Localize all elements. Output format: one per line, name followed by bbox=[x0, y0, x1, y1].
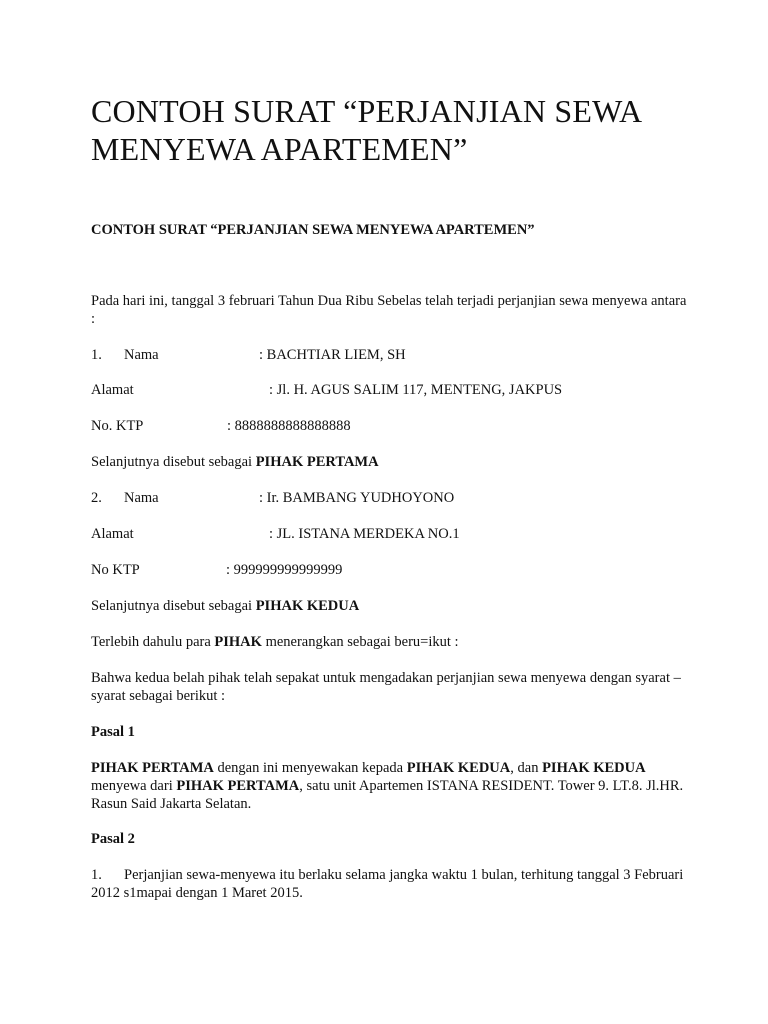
pasal1-text-1: dengan ini menyewakan kepada bbox=[217, 760, 404, 776]
party2-ktp-row bbox=[91, 561, 691, 579]
party2-ktp-value: : 999999999999999 bbox=[226, 562, 343, 578]
party1-designation-prefix: Selanjutnya disebut sebagai bbox=[91, 454, 253, 470]
agreement-paragraph: Bahwa kedua belah pihak telah sepakat untuk mengadakan perjanjian sewa menyewa dengan syarat – syarat sebagai berikut : bbox=[91, 670, 681, 704]
party2-designation-prefix: Selanjutnya disebut sebagai bbox=[91, 598, 253, 614]
declaration-suffix: menerangkan sebagai beru=ikut : bbox=[265, 634, 459, 650]
pasal2-item-1 bbox=[91, 866, 691, 902]
party1-address-row bbox=[91, 381, 691, 399]
intro-paragraph: Pada hari ini, tanggal 3 februari Tahun Dua Ribu Sebelas telah terjadi perjanjian sewa menyewa antara : bbox=[91, 293, 687, 327]
party1-name-value: : BACHTIAR LIEM, SH bbox=[259, 347, 406, 363]
party2-ktp-label: No KTP bbox=[91, 562, 140, 578]
declaration-bold: PIHAK bbox=[214, 634, 262, 650]
pasal1-text-2: , dan bbox=[510, 760, 539, 776]
pasal1-bold-3: PIHAK KEDUA bbox=[542, 760, 646, 776]
party2-number: 2. bbox=[91, 490, 102, 506]
party1-name-label: Nama bbox=[124, 347, 159, 363]
declaration-paragraph bbox=[91, 633, 691, 651]
party2-name-value: : Ir. BAMBANG YUDHOYONO bbox=[259, 490, 455, 506]
party1-ktp-label: No. KTP bbox=[91, 418, 144, 434]
party2-name-label: Nama bbox=[124, 490, 159, 506]
pasal1-bold-4: PIHAK PERTAMA bbox=[176, 778, 300, 794]
party2-name-row bbox=[91, 489, 691, 507]
pasal1-heading: Pasal 1 bbox=[91, 724, 135, 740]
party1-name-row bbox=[91, 346, 691, 364]
party2-address-row bbox=[91, 525, 691, 543]
pasal1-text-3: menyewa dari bbox=[91, 778, 173, 794]
declaration-prefix: Terlebih dahulu para bbox=[91, 634, 211, 650]
party2-designation bbox=[91, 597, 691, 615]
pasal1-bold-1: PIHAK PERTAMA bbox=[91, 760, 214, 776]
document-title: CONTOH SURAT “PERJANJIAN SEWA MENYEWA APARTEMEN” bbox=[91, 93, 641, 167]
pasal2-item-1-text: Perjanjian sewa-menyewa itu berlaku selama jangka waktu 1 bulan, terhitung tanggal 3 Februari 2012 s1mapai dengan 1 Maret 2015. bbox=[91, 867, 684, 901]
pasal1-bold-2: PIHAK KEDUA bbox=[406, 760, 511, 776]
party1-number: 1. bbox=[91, 347, 102, 363]
party2-designation-name: PIHAK KEDUA bbox=[255, 598, 360, 614]
party1-address-value: : Jl. H. AGUS SALIM 117, MENTENG, JAKPUS bbox=[269, 382, 563, 398]
party1-designation bbox=[91, 453, 691, 471]
party2-address-value: : JL. ISTANA MERDEKA NO.1 bbox=[269, 526, 460, 542]
party1-designation-name: PIHAK PERTAMA bbox=[255, 454, 379, 470]
document-subtitle: CONTOH SURAT “PERJANJIAN SEWA MENYEWA APARTEMEN” bbox=[91, 222, 535, 238]
pasal2-item-1-number: 1. bbox=[91, 867, 102, 883]
party1-address-label: Alamat bbox=[91, 382, 134, 398]
party2-address-label: Alamat bbox=[91, 526, 134, 542]
pasal2-heading: Pasal 2 bbox=[91, 831, 135, 847]
pasal1-text-4: , satu unit Apartemen ISTANA RESIDENT. Tower 9. LT.8. Jl.HR. Rasun Said Jakarta Selatan. bbox=[91, 778, 684, 812]
pasal1-paragraph bbox=[91, 759, 691, 813]
party1-ktp-value: : 8888888888888888 bbox=[227, 418, 351, 434]
party1-ktp-row bbox=[91, 417, 691, 435]
